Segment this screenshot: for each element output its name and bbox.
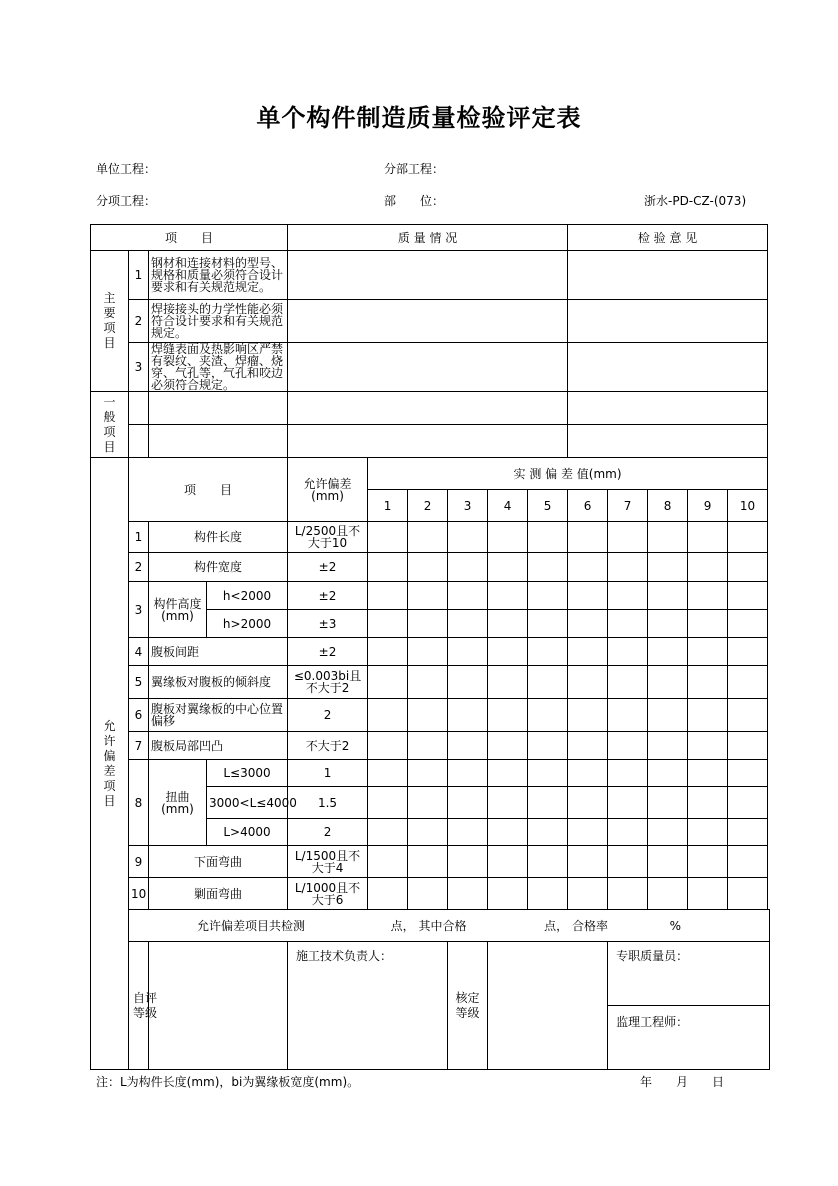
measure-cell[interactable] xyxy=(728,732,768,760)
measure-cell[interactable] xyxy=(648,638,688,666)
measure-cell[interactable] xyxy=(488,610,528,638)
measure-cell[interactable] xyxy=(608,819,648,846)
col-quality-header: 质 量 情 况 xyxy=(288,225,568,251)
measure-cell[interactable] xyxy=(568,787,608,819)
point-header: 5 xyxy=(528,490,568,522)
measure-cell[interactable] xyxy=(368,819,408,846)
measure-cell[interactable] xyxy=(608,878,648,910)
footer-note: 注：L为构件长度(mm)，bi为翼缘板宽度(mm)。 xyxy=(96,1075,360,1089)
verify-grade-value[interactable] xyxy=(488,942,608,1070)
measure-cell[interactable] xyxy=(488,699,528,732)
measure-cell[interactable] xyxy=(688,522,728,553)
measure-cell[interactable] xyxy=(608,699,648,732)
measure-cell[interactable] xyxy=(608,522,648,553)
measure-cell[interactable] xyxy=(448,638,488,666)
tol-sub-item: L>4000 xyxy=(207,819,288,846)
main-items-label: 主要项目 xyxy=(91,251,129,392)
measure-cell[interactable] xyxy=(688,610,728,638)
measure-cell[interactable] xyxy=(448,819,488,846)
tol-item-name: 剿面弯曲 xyxy=(149,878,288,910)
measure-cell[interactable] xyxy=(408,553,448,582)
measure-cell[interactable] xyxy=(728,819,768,846)
measure-cell[interactable] xyxy=(368,760,408,787)
measure-cell[interactable] xyxy=(728,878,768,910)
measure-cell[interactable] xyxy=(528,787,568,819)
tol-item-name: 翼缘板对腹板的倾斜度 xyxy=(149,666,288,699)
tol-item-name: 下面弯曲 xyxy=(149,846,288,878)
measure-cell[interactable] xyxy=(448,787,488,819)
tol-sub-item: h<2000 xyxy=(207,582,288,610)
tol-allowance: ±2 xyxy=(288,638,368,666)
measure-cell[interactable] xyxy=(568,610,608,638)
opinion-cell[interactable] xyxy=(568,425,768,458)
measure-cell[interactable] xyxy=(568,522,608,553)
measure-cell[interactable] xyxy=(408,638,448,666)
measure-cell[interactable] xyxy=(448,582,488,610)
tol-sub-item: L≤3000 xyxy=(207,760,288,787)
measure-cell[interactable] xyxy=(488,638,528,666)
tol-item-no: 1 xyxy=(129,522,149,553)
measure-cell[interactable] xyxy=(728,610,768,638)
tol-item-no: 4 xyxy=(129,638,149,666)
measure-cell[interactable] xyxy=(728,846,768,878)
measure-cell[interactable] xyxy=(488,846,528,878)
measure-cell[interactable] xyxy=(688,787,728,819)
measure-cell[interactable] xyxy=(728,666,768,699)
measure-cell[interactable] xyxy=(528,638,568,666)
measure-cell[interactable] xyxy=(408,878,448,910)
measure-cell[interactable] xyxy=(688,732,728,760)
location-label: 部 位： xyxy=(384,194,445,208)
measure-cell[interactable] xyxy=(648,787,688,819)
measure-cell[interactable] xyxy=(528,819,568,846)
measure-cell[interactable] xyxy=(608,610,648,638)
inspection-table xyxy=(90,224,770,1070)
measured-header: 实 测 偏 差 值(mm) xyxy=(368,458,768,490)
point-header: 10 xyxy=(728,490,768,522)
opinion-cell[interactable] xyxy=(568,392,768,425)
measure-cell[interactable] xyxy=(368,846,408,878)
quality-officer-signature[interactable]: 专职质量员： xyxy=(608,942,770,1006)
measure-cell[interactable] xyxy=(448,666,488,699)
form-code: 浙水-PD-CZ-(073) xyxy=(644,194,747,208)
quality-cell[interactable] xyxy=(288,300,568,343)
measure-cell[interactable] xyxy=(648,666,688,699)
tol-allowance: L/1500且不大于4 xyxy=(288,846,368,878)
measure-cell[interactable] xyxy=(688,666,728,699)
measure-cell[interactable] xyxy=(488,732,528,760)
measure-cell[interactable] xyxy=(408,582,448,610)
tolerance-items-label: 允许偏差项目 xyxy=(91,458,129,1070)
measure-cell[interactable] xyxy=(648,553,688,582)
tol-item-name: 扭曲(mm) xyxy=(149,760,207,846)
measure-cell[interactable] xyxy=(728,582,768,610)
measure-cell[interactable] xyxy=(648,846,688,878)
measure-cell[interactable] xyxy=(488,522,528,553)
quality-cell[interactable] xyxy=(288,425,568,458)
measure-cell[interactable] xyxy=(408,666,448,699)
measure-cell[interactable] xyxy=(408,732,448,760)
measure-cell[interactable] xyxy=(568,553,608,582)
quality-cell[interactable] xyxy=(288,392,568,425)
summary-text-a: 允许偏差项目共检测 xyxy=(197,918,306,933)
measure-cell[interactable] xyxy=(568,699,608,732)
tech-lead-signature[interactable]: 施工技术负责人： xyxy=(288,942,448,1070)
measure-cell[interactable] xyxy=(688,760,728,787)
measure-cell[interactable] xyxy=(728,522,768,553)
point-header: 1 xyxy=(368,490,408,522)
measure-cell[interactable] xyxy=(648,878,688,910)
tol-item-no: 10 xyxy=(129,878,149,910)
measure-cell[interactable] xyxy=(688,878,728,910)
measure-cell[interactable] xyxy=(608,582,648,610)
measure-cell[interactable] xyxy=(448,610,488,638)
measure-cell[interactable] xyxy=(528,666,568,699)
measure-cell[interactable] xyxy=(648,760,688,787)
measure-cell[interactable] xyxy=(368,666,408,699)
measure-cell[interactable] xyxy=(368,610,408,638)
measure-cell[interactable] xyxy=(448,553,488,582)
measure-cell[interactable] xyxy=(608,666,648,699)
tol-item-no: 6 xyxy=(129,699,149,732)
point-header: 3 xyxy=(448,490,488,522)
col-opinion-header: 检 验 意 见 xyxy=(568,225,768,251)
tol-allowance: 不大于2 xyxy=(288,732,368,760)
tol-item-name: 腹板局部凹凸 xyxy=(149,732,288,760)
measure-cell[interactable] xyxy=(368,638,408,666)
summary-text-c: 点， 合格率 xyxy=(544,918,608,933)
main-item-text: 钢材和连接材料的型号、规格和质量必须符合设计要求和有关规范规定。 xyxy=(149,251,288,300)
tol-item-no: 8 xyxy=(129,760,149,846)
self-grade-value[interactable] xyxy=(149,942,288,1070)
point-header: 8 xyxy=(648,490,688,522)
measure-cell[interactable] xyxy=(648,732,688,760)
measure-cell[interactable] xyxy=(688,819,728,846)
measure-cell[interactable] xyxy=(408,819,448,846)
measure-cell[interactable] xyxy=(728,638,768,666)
summary-text-b: 点， 其中合格 xyxy=(390,918,467,933)
measure-cell[interactable] xyxy=(568,638,608,666)
measure-cell[interactable] xyxy=(448,732,488,760)
measure-cell[interactable] xyxy=(688,553,728,582)
main-item-text: 焊接接头的力学性能必须符合设计要求和有关规范规定。 xyxy=(149,300,288,343)
measure-cell[interactable] xyxy=(448,846,488,878)
general-item-text[interactable] xyxy=(149,392,288,425)
measure-cell[interactable] xyxy=(528,846,568,878)
opinion-cell[interactable] xyxy=(568,300,768,343)
point-header: 4 xyxy=(488,490,528,522)
tol-sub-item: 3000<L≤4000 xyxy=(207,787,288,819)
general-item-no xyxy=(129,392,149,425)
tol-allowance: 2 xyxy=(288,819,368,846)
measure-cell[interactable] xyxy=(368,522,408,553)
tol-allowance: ±2 xyxy=(288,582,368,610)
measure-cell[interactable] xyxy=(408,846,448,878)
measure-cell[interactable] xyxy=(448,760,488,787)
measure-cell[interactable] xyxy=(488,666,528,699)
measure-cell[interactable] xyxy=(728,553,768,582)
page-title: 单个构件制造质量检验评定表 xyxy=(256,104,582,132)
tol-allowance: ±2 xyxy=(288,553,368,582)
measure-cell[interactable] xyxy=(608,846,648,878)
division-project-label: 分部工程： xyxy=(384,162,445,176)
measure-cell[interactable] xyxy=(728,699,768,732)
tol-allowance: 1.5 xyxy=(288,787,368,819)
main-item-text: 焊缝表面及热影响区严禁有裂纹、夹渣、焊瘤、烧穿、气孔等，气孔和咬边必须符合规定。 xyxy=(149,343,288,392)
measure-cell[interactable] xyxy=(648,522,688,553)
measure-cell[interactable] xyxy=(528,732,568,760)
measure-cell[interactable] xyxy=(448,699,488,732)
main-item-no: 3 xyxy=(129,343,149,392)
tolerance-summary xyxy=(129,910,770,942)
tol-item-name: 构件长度 xyxy=(149,522,288,553)
measure-cell[interactable] xyxy=(448,522,488,553)
quality-cell[interactable] xyxy=(288,251,568,300)
measure-cell[interactable] xyxy=(368,699,408,732)
general-items-label: 一般项目 xyxy=(91,392,129,458)
measure-cell[interactable] xyxy=(528,553,568,582)
measure-cell[interactable] xyxy=(488,787,528,819)
measure-cell[interactable] xyxy=(488,819,528,846)
main-item-no: 2 xyxy=(129,300,149,343)
measure-cell[interactable] xyxy=(648,819,688,846)
tol-allowance: ±3 xyxy=(288,610,368,638)
tol-allowance: 1 xyxy=(288,760,368,787)
measure-cell[interactable] xyxy=(608,732,648,760)
measure-cell[interactable] xyxy=(568,878,608,910)
measure-cell[interactable] xyxy=(648,582,688,610)
measure-cell[interactable] xyxy=(648,610,688,638)
tol-allowance: L/1000且不大于6 xyxy=(288,878,368,910)
unit-project-label: 单位工程： xyxy=(96,162,157,176)
tol-item-name: 构件高度(mm) xyxy=(149,582,207,638)
measure-cell[interactable] xyxy=(408,522,448,553)
measure-cell[interactable] xyxy=(688,846,728,878)
measure-cell[interactable] xyxy=(368,878,408,910)
point-header: 7 xyxy=(608,490,648,522)
measure-cell[interactable] xyxy=(568,666,608,699)
measure-cell[interactable] xyxy=(688,699,728,732)
general-item-text[interactable] xyxy=(149,425,288,458)
measure-cell[interactable] xyxy=(528,878,568,910)
supervisor-signature[interactable]: 监理工程师： xyxy=(608,1006,770,1070)
measure-cell[interactable] xyxy=(568,732,608,760)
tol-item-no: 9 xyxy=(129,846,149,878)
tol-item-no: 2 xyxy=(129,553,149,582)
measure-cell[interactable] xyxy=(408,787,448,819)
tol-item-name: 腹板间距 xyxy=(149,638,288,666)
main-item-no: 1 xyxy=(129,251,149,300)
col-item-header: 项 目 xyxy=(91,225,288,251)
tol-item-no: 7 xyxy=(129,732,149,760)
measure-cell[interactable] xyxy=(728,760,768,787)
allowance-header: 允许偏差(mm) xyxy=(288,458,368,522)
tol-item-no: 3 xyxy=(129,582,149,638)
opinion-cell[interactable] xyxy=(568,251,768,300)
measure-cell[interactable] xyxy=(568,582,608,610)
tol-sub-item: h>2000 xyxy=(207,610,288,638)
tol-allowance: L/2500且不大于10 xyxy=(288,522,368,553)
measure-cell[interactable] xyxy=(408,760,448,787)
measure-cell[interactable] xyxy=(688,638,728,666)
tol-item-no: 5 xyxy=(129,666,149,699)
self-grade-label: 自评等级 xyxy=(129,942,149,1070)
tol-item-name: 构件宽度 xyxy=(149,553,288,582)
measure-cell[interactable] xyxy=(488,553,528,582)
point-header: 9 xyxy=(688,490,728,522)
point-header: 2 xyxy=(408,490,448,522)
measure-cell[interactable] xyxy=(728,787,768,819)
measure-cell[interactable] xyxy=(368,553,408,582)
verify-grade-label: 核定等级 xyxy=(448,942,488,1070)
measure-cell[interactable] xyxy=(528,582,568,610)
measure-cell[interactable] xyxy=(608,638,648,666)
measure-cell[interactable] xyxy=(608,787,648,819)
measure-cell[interactable] xyxy=(368,787,408,819)
summary-text-d: % xyxy=(669,918,682,933)
measure-cell[interactable] xyxy=(608,553,648,582)
sub-project-label: 分项工程： xyxy=(96,194,157,208)
measure-cell[interactable] xyxy=(568,846,608,878)
measure-cell[interactable] xyxy=(528,760,568,787)
tol-allowance: ≤0.003bi且不大于2 xyxy=(288,666,368,699)
measure-cell[interactable] xyxy=(448,878,488,910)
measure-cell[interactable] xyxy=(568,819,608,846)
general-item-no xyxy=(129,425,149,458)
measure-cell[interactable] xyxy=(488,582,528,610)
measure-cell[interactable] xyxy=(528,699,568,732)
measure-cell[interactable] xyxy=(488,878,528,910)
tol-allowance: 2 xyxy=(288,699,368,732)
measure-cell[interactable] xyxy=(528,522,568,553)
measure-cell[interactable] xyxy=(488,760,528,787)
measure-cell[interactable] xyxy=(368,582,408,610)
opinion-cell[interactable] xyxy=(568,343,768,392)
footer-date: 年 月 日 xyxy=(640,1075,725,1089)
measure-cell[interactable] xyxy=(408,699,448,732)
measure-cell[interactable] xyxy=(408,610,448,638)
point-header: 6 xyxy=(568,490,608,522)
measure-cell[interactable] xyxy=(368,732,408,760)
measure-cell[interactable] xyxy=(688,582,728,610)
tolerance-item-header: 项 目 xyxy=(129,458,288,522)
measure-cell[interactable] xyxy=(568,760,608,787)
quality-cell[interactable] xyxy=(288,343,568,392)
measure-cell[interactable] xyxy=(648,699,688,732)
measure-cell[interactable] xyxy=(528,610,568,638)
measure-cell[interactable] xyxy=(608,760,648,787)
tol-item-name: 腹板对翼缘板的中心位置偏移 xyxy=(149,699,288,732)
